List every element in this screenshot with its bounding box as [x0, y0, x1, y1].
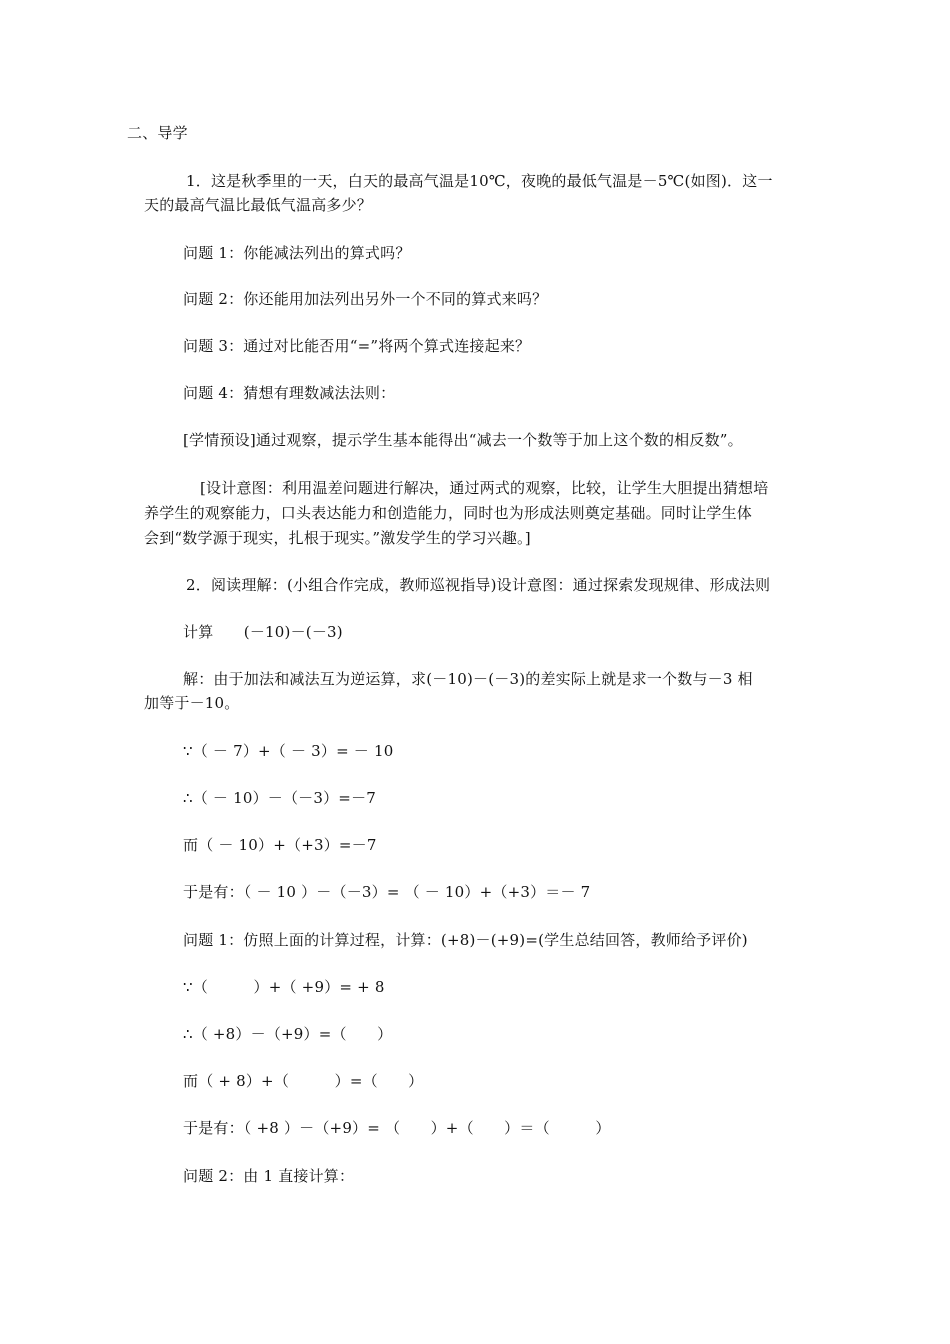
question-3: 问题 3：通过对比能否用“=”将两个算式连接起来？ — [183, 337, 531, 355]
item2: 2．阅读理解：(小组合作完成，教师巡视指导)设计意图：通过探索发现规律、形成法则 — [186, 576, 771, 594]
question-4: 问题 4：猜想有理数减法法则： — [183, 384, 396, 402]
blank-step-conclusion: 于是有：（ +8 ）－（+9）= （ ）+（ ）＝（ ） — [183, 1119, 611, 1137]
calc-expression: 计算 (－10)－(－3) — [183, 623, 343, 641]
problem-2: 问题 2：由 1 直接计算： — [183, 1167, 355, 1185]
step-and: 而（ － 10）+（+3）=－7 — [183, 836, 377, 854]
question-1: 问题 1：你能减法列出的算式吗？ — [183, 244, 411, 262]
solution-line1: 解：由于加法和减法互为逆运算，求(－10)－(－3)的差实际上就是求一个数与－3 相 — [183, 670, 753, 688]
design-intent-line2: 养学生的观察能力，口头表达能力和创造能力，同时也为形成法则奠定基础。同时让学生体 — [144, 504, 753, 522]
item1-line1: 1．这是秋季里的一天，白天的最高气温是10℃，夜晚的最低气温是－5℃(如图)．这一 — [186, 172, 773, 190]
blank-step-because: ∵（ ）+（ +9）= + 8 — [183, 978, 385, 996]
preset-note: [学情预设]通过观察，提示学生基本能得出“减去一个数等于加上这个数的相反数”。 — [183, 431, 743, 449]
item1-line2: 天的最高气温比最低气温高多少？ — [144, 196, 373, 214]
solution-line2: 加等于－10。 — [144, 694, 240, 712]
section-heading: 二、导学 — [127, 124, 188, 142]
design-intent-line1: [设计意图：利用温差问题进行解决，通过两式的观察，比较，让学生大胆提出猜想培 — [200, 479, 769, 497]
problem-1: 问题 1：仿照上面的计算过程，计算：(+8)－(+9)=(学生总结回答，教师给予评价) — [183, 931, 748, 949]
blank-step-therefore: ∴（ +8）－（+9）=（ ） — [183, 1025, 393, 1043]
step-conclusion: 于是有：（ － 10 ）－（－3）= （ － 10）+（+3）＝－ 7 — [183, 883, 591, 901]
question-2: 问题 2：你还能用加法列出另外一个不同的算式来吗？ — [183, 290, 548, 308]
step-therefore: ∴（ － 10）－（－3）=－7 — [183, 789, 377, 807]
blank-step-and: 而（ + 8）+（ ）=（ ） — [183, 1072, 424, 1090]
design-intent-line3: 会到“数学源于现实，扎根于现实。”激发学生的学习兴趣。] — [144, 529, 531, 547]
step-because: ∵（ － 7）+（ － 3）= － 10 — [183, 742, 394, 760]
